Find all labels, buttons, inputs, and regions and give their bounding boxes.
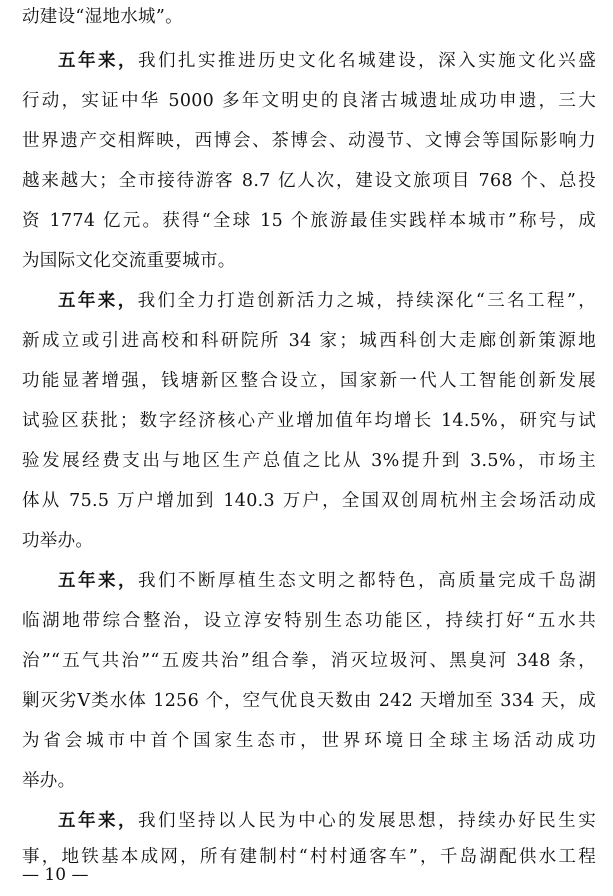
paragraph-lead: 五年来， xyxy=(58,571,139,591)
paragraph-line: 新成立或引进高校和科研院所 34 家；城西科创大走廊创新策源地 xyxy=(22,331,596,351)
paragraph-line: 资 1774 亿元。获得“全球 15 个旅游最佳实践样本城市”称号，成 xyxy=(22,211,596,231)
paragraph-line: 五年来，我们不断厚植生态文明之都特色，高质量完成千岛湖 xyxy=(58,571,596,591)
paragraph-line: 事，地铁基本成网，所有建制村“村村通客车”，千岛湖配供水工程 xyxy=(22,847,596,867)
paragraph-line: 功举办。 xyxy=(22,531,94,551)
paragraph-line: 试验区获批；数字经济核心产业增加值年均增长 14.5%，研究与试 xyxy=(22,411,596,431)
paragraph-line: 体从 75.5 万户增加到 140.3 万户，全国双创周杭州主会场活动成 xyxy=(22,491,596,511)
paragraph-lead: 五年来， xyxy=(58,291,138,311)
paragraph-lead: 五年来， xyxy=(58,51,139,71)
paragraph-line: 五年来，我们坚持以人民为中心的发展思想，持续办好民生实 xyxy=(58,811,596,831)
paragraph-line: 验发展经费支出与地区生产总值之比从 3%提升到 3.5%，市场主 xyxy=(22,451,596,471)
paragraph-line: 为省会城市中首个国家生态市，世界环境日全球主场活动成功 xyxy=(22,731,596,751)
paragraph-lead: 五年来， xyxy=(58,811,139,831)
paragraph-line: 五年来，我们全力打造创新活力之城，持续深化“三名工程”， xyxy=(58,291,597,311)
paragraph-line: 剿灭劣Ⅴ类水体 1256 个，空气优良天数由 242 天增加至 334 天，成 xyxy=(22,691,596,711)
page-number: — 10 — xyxy=(22,865,89,885)
paragraph-line: 越来越大；全市接待游客 8.7 亿人次，建设文旅项目 768 个、总投 xyxy=(22,171,596,191)
paragraph-line: 五年来，我们扎实推进历史文化名城建设，深入实施文化兴盛 xyxy=(58,51,596,71)
paragraph-line: 动建设“湿地水城”。 xyxy=(22,7,183,27)
paragraph-line: 世界遗产交相辉映，西博会、茶博会、动漫节、文博会等国际影响力 xyxy=(22,131,596,151)
paragraph-line: 临湖地带综合整治，设立淳安特别生态功能区，持续打好“五水共 xyxy=(22,611,596,631)
paragraph-line: 为国际文化交流重要城市。 xyxy=(22,251,236,271)
paragraph-line: 功能显著增强，钱塘新区整合设立，国家新一代人工智能创新发展 xyxy=(22,371,596,391)
paragraph-line: 治”“五气共治”“五废共治”组合拳，消灭垃圾河、黑臭河 348 条， xyxy=(22,651,596,671)
paragraph-line: 举办。 xyxy=(22,771,76,791)
paragraph-line: 行动，实证中华 5000 多年文明史的良渚古城遗址成功申遗，三大 xyxy=(22,91,596,111)
